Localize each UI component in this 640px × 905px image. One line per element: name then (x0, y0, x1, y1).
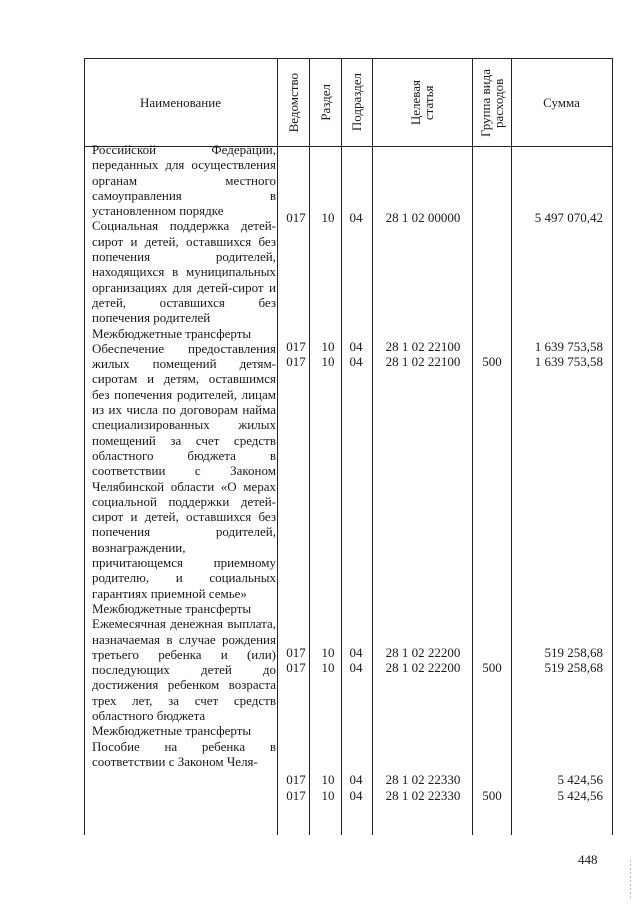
grid-line (612, 58, 613, 835)
name-text: Ежемесячная денежная выплата, назначаемая в случае рождения третьего ребенка и (или) последующих детей до достижения ребенком возраста трех лет, за счет средств областного бюджета (92, 616, 276, 723)
cell-tselevaya: 28 1 02 22100 (385, 354, 461, 369)
table-row (84, 788, 613, 804)
table-row (84, 645, 613, 661)
cell-razdel: 10 (321, 772, 335, 787)
header-summa (511, 58, 612, 147)
grid-line (511, 58, 512, 835)
name-text: Пособие на ребенка в соответствии с Законом Челя- (92, 738, 276, 769)
header-vedomstvo (277, 58, 309, 147)
cell-summa: 5 424,56 (557, 772, 603, 787)
cell-vedomstvo: 017 (286, 354, 306, 369)
table-row (84, 772, 613, 788)
cell-vedomstvo: 017 (286, 660, 306, 675)
cell-vedomstvo: 017 (286, 788, 306, 803)
cell-tselevaya: 28 1 02 22100 (385, 339, 461, 354)
name-text: Социальная поддержка детей-сирот и детей, оставшихся без попечения родителей, находящихся в муниципальных организациях для детей-сирот и детей, оставшихся без попечения родителей (92, 218, 276, 326)
cell-vedomstvo: 017 (286, 339, 306, 354)
cell-gruppa: 500 (482, 660, 502, 675)
budget-table (84, 58, 613, 835)
name-text: Межбюджетные трансферты (92, 325, 252, 341)
cell-razdel: 10 (321, 788, 335, 803)
header-summa-label: Сумма (543, 94, 580, 110)
header-tselevaya (372, 58, 472, 147)
cell-summa: 519 258,68 (544, 660, 603, 675)
grid-line (472, 58, 473, 835)
table-row (84, 339, 613, 355)
page-number: 448 (578, 852, 598, 867)
header-vedomstvo-label: Ведомство (285, 72, 301, 133)
grid-line (309, 58, 310, 835)
header-podrazdel (341, 58, 372, 147)
cell-tselevaya: 28 1 02 22330 (385, 772, 461, 787)
cell-razdel: 10 (321, 660, 335, 675)
name-text: Российской Федерации, переданных для осуществления органам местного самоуправления в установленном порядке (92, 142, 276, 219)
header-gruppa-label: Группа вида расходов (477, 68, 506, 137)
name-text: Межбюджетные трансферты (92, 723, 252, 739)
cell-vedomstvo: 017 (286, 645, 306, 660)
cell-podrazdel: 04 (349, 645, 363, 660)
header-gruppa (472, 58, 511, 147)
table-row (84, 354, 613, 370)
cell-razdel: 10 (321, 210, 335, 225)
header-tselevaya-label: Целевая статья (408, 79, 436, 126)
header-razdel-label: Раздел (317, 84, 333, 121)
cell-summa: 1 639 753,58 (534, 339, 603, 354)
cell-podrazdel: 04 (349, 788, 363, 803)
header-name-label: Наименование (140, 94, 221, 110)
header-podrazdel-label: Подраздел (349, 73, 364, 132)
cell-gruppa: 500 (482, 354, 502, 369)
name-text: Межбюджетные трансферты (92, 600, 252, 616)
cell-summa: 5 497 070,42 (534, 210, 603, 225)
table-row (84, 660, 613, 676)
header-razdel (309, 58, 341, 147)
scan-artifact (630, 860, 631, 900)
cell-razdel: 10 (321, 645, 335, 660)
cell-tselevaya: 28 1 02 22200 (385, 660, 461, 675)
cell-podrazdel: 04 (349, 354, 363, 369)
cell-podrazdel: 04 (349, 339, 363, 354)
cell-vedomstvo: 017 (286, 772, 306, 787)
cell-summa: 1 639 753,58 (534, 354, 603, 369)
cell-tselevaya: 28 1 02 00000 (385, 210, 461, 225)
grid-line (84, 58, 85, 835)
grid-line (372, 58, 373, 835)
cell-tselevaya: 28 1 02 22330 (385, 788, 461, 803)
cell-razdel: 10 (321, 339, 335, 354)
cell-razdel: 10 (321, 354, 335, 369)
cell-podrazdel: 04 (349, 772, 363, 787)
cell-summa: 519 258,68 (544, 645, 603, 660)
grid-line (341, 58, 342, 835)
name-text: Обеспечение предоставления жилых помещений детям-сиротам и детям, оставшимся без попечения родителей, лицам из их числа по договорам найма специализированных жилых помещений за счет средств областного бюджета в соответствии с Законом Челябинской области «О мерах социальной поддержки детей-сирот и детей, оставшихся без попечения родителей, вознаграждении, причитающемся приемному родителю, и социальных гарантиях приемной семье» (92, 340, 276, 601)
cell-podrazdel: 04 (349, 660, 363, 675)
header-name (84, 58, 277, 147)
cell-summa: 5 424,56 (557, 788, 603, 803)
cell-tselevaya: 28 1 02 22200 (385, 645, 461, 660)
grid-line (277, 58, 278, 835)
cell-podrazdel: 04 (349, 210, 363, 225)
cell-vedomstvo: 017 (286, 210, 306, 225)
cell-gruppa: 500 (482, 788, 502, 803)
table-row (84, 210, 613, 226)
